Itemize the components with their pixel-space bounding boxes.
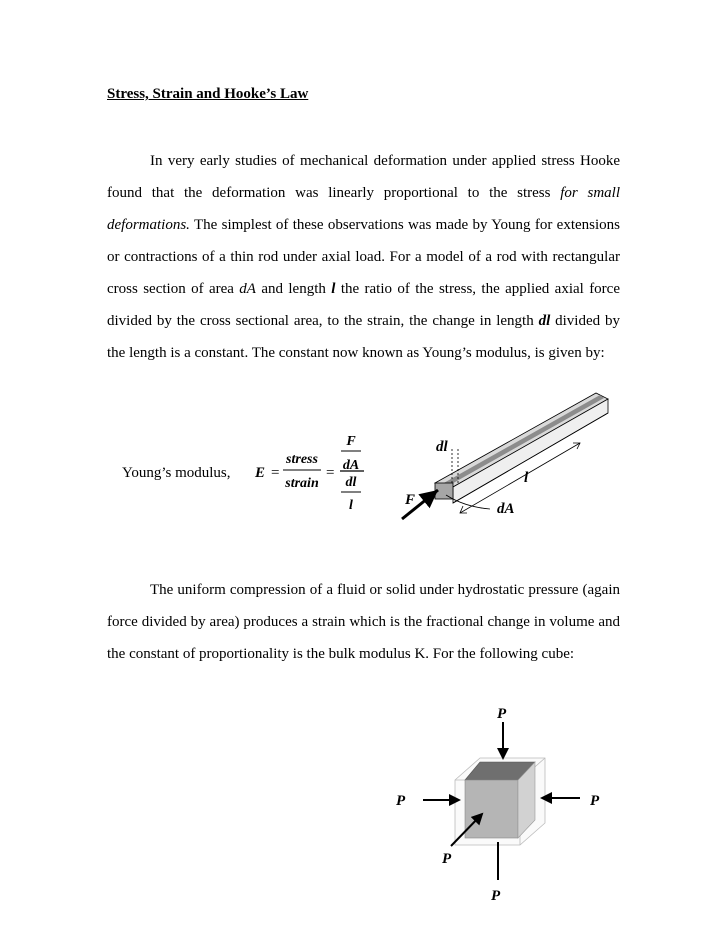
cube-figure xyxy=(385,700,625,910)
equation-equals-2: = xyxy=(326,465,335,481)
paragraph-youngs-modulus xyxy=(107,145,620,369)
youngs-modulus-equation xyxy=(110,428,380,518)
paragraph-bulk-modulus xyxy=(107,574,620,670)
equation-label: Young’s modulus, xyxy=(122,465,231,481)
label-F: F xyxy=(405,492,416,508)
label-p-top: P xyxy=(497,706,507,722)
section-heading: Stress, Strain and Hooke’s Law xyxy=(107,86,309,102)
cube-front-face xyxy=(465,780,518,838)
equation-lhs-E: E xyxy=(255,465,266,481)
label-p-bottom: P xyxy=(491,888,501,904)
fraction-l: l xyxy=(349,498,353,513)
label-dA: dA xyxy=(497,501,515,517)
label-dl: dl xyxy=(436,439,448,455)
p1-var-l: l xyxy=(331,281,336,297)
label-p-left: P xyxy=(396,793,406,809)
label-l: l xyxy=(524,470,529,486)
fraction-dA: dA xyxy=(342,458,360,473)
p1-var-dl: dl xyxy=(538,313,551,329)
p1-text-1: In very early studies of mechanical deformation under applied stress Hooke found that the deformation was linearly proportional to the stress xyxy=(107,153,620,201)
label-p-front: P xyxy=(442,851,452,867)
rod-side-face xyxy=(453,399,608,503)
p1-emphasis: for small deformations. xyxy=(107,185,620,233)
p1-var-dA: dA xyxy=(239,281,256,297)
p1-text-5: divided by the length is a constant. The constant now known as Young’s modulus, is given by: xyxy=(107,313,620,361)
p1-text-3: and length xyxy=(255,281,332,297)
p1-text-4: the ratio of the stress, the applied axial force divided by the cross sectional area, to the strain, the change in length xyxy=(107,281,620,329)
rod-top-shade xyxy=(442,395,604,486)
rod-bottom-edge xyxy=(453,413,608,503)
fraction-stress: stress xyxy=(286,452,318,467)
equation-equals-1: = xyxy=(271,465,280,481)
fraction-strain: strain xyxy=(285,476,319,491)
fraction-dl: dl xyxy=(345,475,357,490)
fraction-F: F xyxy=(346,434,356,449)
p2-text: The uniform compression of a fluid or solid under hydrostatic pressure (again force divided by area) produces a strain which is the fractional change in volume and the constant of proportionality is the bulk modulus K. For the following cube: xyxy=(107,582,620,662)
rod-figure xyxy=(390,385,630,530)
p1-text-2: The simplest of these observations was made by Young for extensions or contractions of a thin rod under axial load. For a model of a rod with rectangular cross section of area xyxy=(107,217,620,297)
label-p-right: P xyxy=(590,793,600,809)
